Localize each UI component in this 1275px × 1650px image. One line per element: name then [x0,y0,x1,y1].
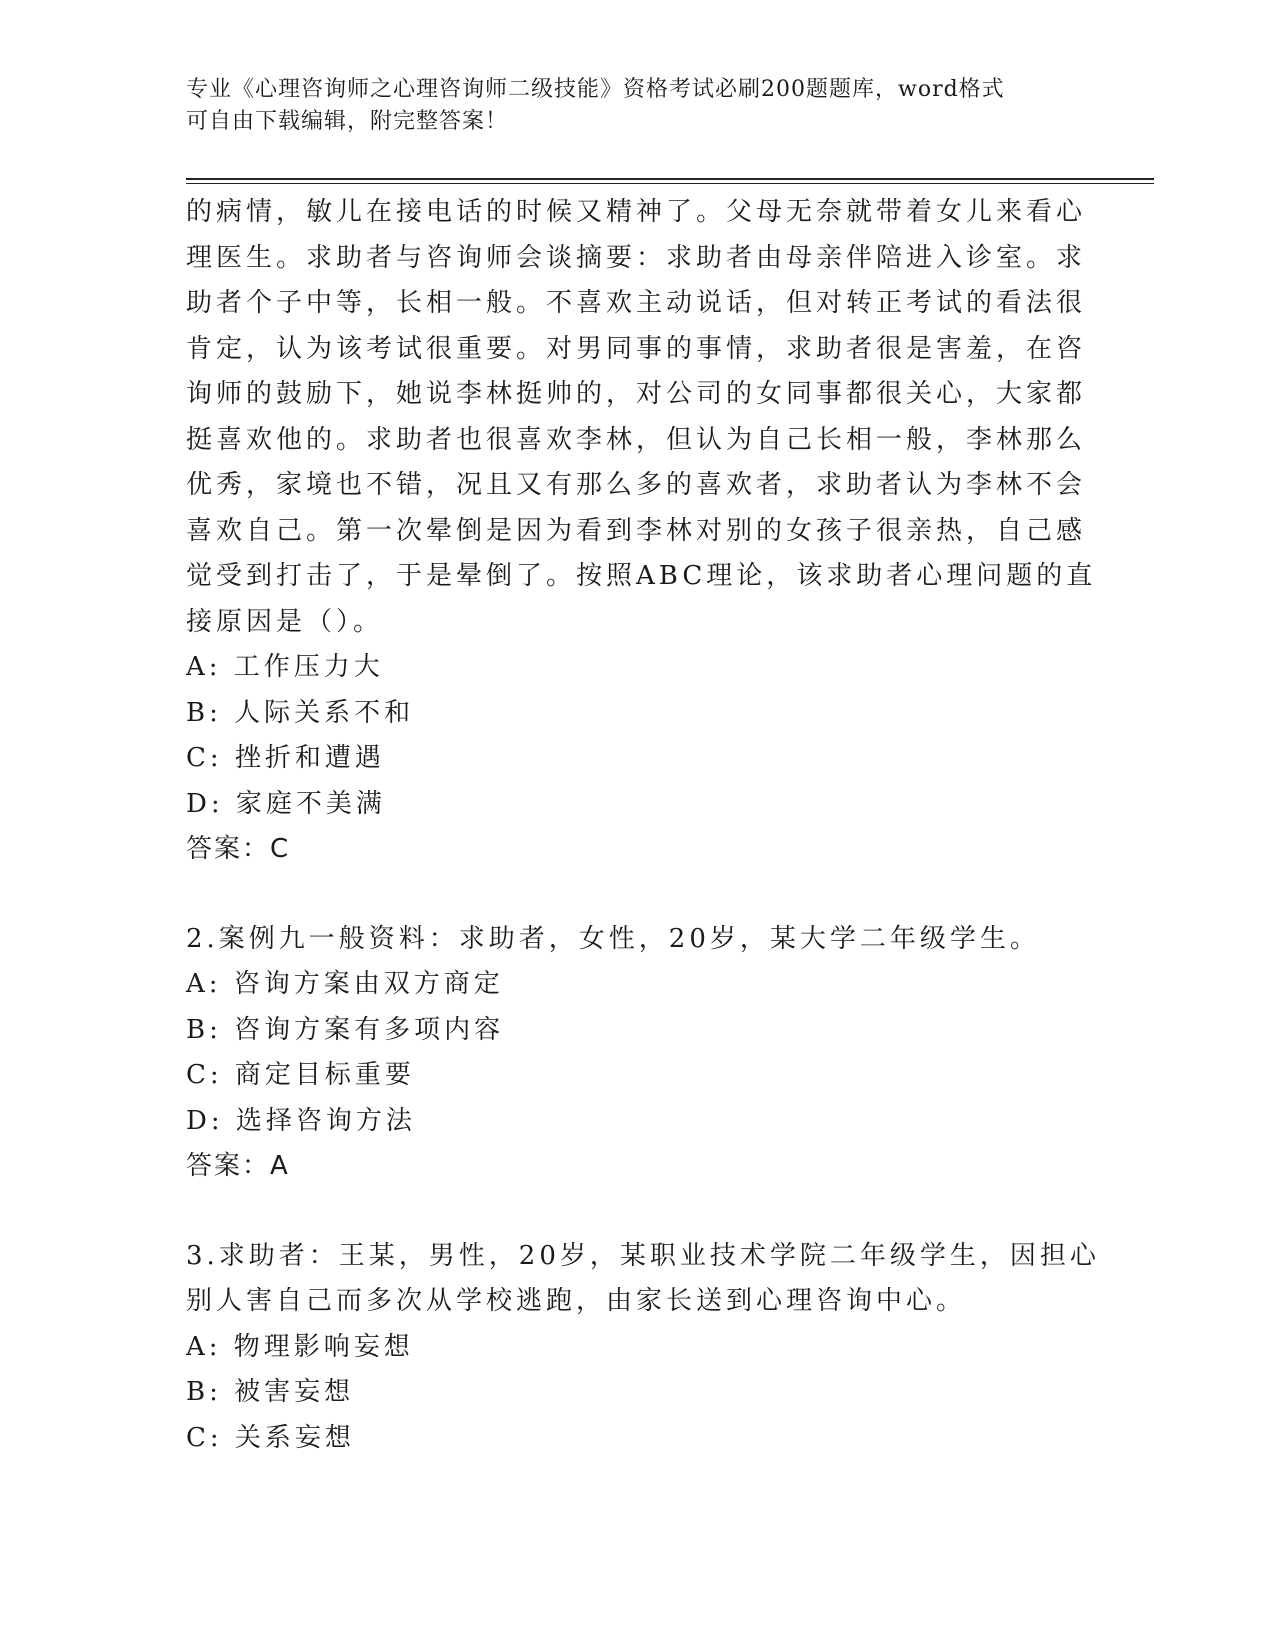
option-a: A: 工作压力大 [186,652,384,682]
header-line-2: 可自由下载编辑，附完整答案！ [186,109,509,134]
question-text-line: 理医生。求助者与咨询师会谈摘要：求助者由母亲伴陪进入诊室。求 [186,242,1087,273]
header-divider-thin [186,183,1154,184]
question-text-line: 别人害自己而多次从学校逃跑，由家长送到心理咨询中心。 [186,1286,967,1316]
question-text-line: 3.求助者：王某，男性，20岁，某职业技术学院二年级学生，因担心 [186,1240,1100,1271]
document-body [186,190,1100,1461]
question-text-line: 的病情，敏儿在接电话的时候又精神了。父母无奈就带着女儿来看心 [186,197,1087,227]
header-line-1: 专业《心理咨询师之心理咨询师二级技能》资格考试必刷200题题库，word格式 [186,77,1005,102]
page-header [186,74,1066,138]
question-1 [186,190,1097,873]
question-3 [186,1234,1100,1462]
question-text-line: 挺喜欢他的。求助者也很喜欢李林，但认为自己长相一般，李林那么 [186,424,1087,455]
spacer [186,1190,1086,1234]
question-text-line: 助者个子中等，长相一般。不喜欢主动说话，但对转正考试的看法很 [186,288,1087,318]
question-text-line: 喜欢自己。第一次晕倒是因为看到李林对别的女孩子很亲热，自己感 [186,515,1087,546]
option-b: B: 咨询方案有多项内容 [186,1014,505,1045]
option-c: C: 关系妄想 [186,1422,355,1453]
option-c: C: 商定目标重要 [186,1060,415,1090]
spacer [186,873,1086,917]
answer-label: 答案：A [186,1151,290,1181]
option-c: C: 挫折和遭遇 [186,743,385,773]
header-divider-thick [186,178,1154,180]
question-text-line: 询师的鼓励下，她说李林挺帅的，对公司的女同事都很关心，大家都 [186,379,1087,409]
option-a: A: 物理影响妄想 [186,1331,414,1362]
answer-label: 答案：C [186,834,291,864]
question-text-line: 优秀，家境也不错，况且又有那么多的喜欢者，求助者认为李林不会 [186,470,1087,500]
option-d: D: 家庭不美满 [186,788,386,819]
option-a: A: 咨询方案由双方商定 [186,969,504,999]
option-b: B: 人际关系不和 [186,697,415,728]
question-text-line: 2.案例九一般资料：求助者，女性，20岁，某大学二年级学生。 [186,923,1040,954]
option-d: D: 选择咨询方法 [186,1105,416,1136]
question-text-line: 接原因是（）。 [186,606,384,637]
question-text-line: 肯定，认为该考试很重要。对男同事的事情，求助者很是害羞，在咨 [186,333,1087,364]
option-b: B: 被害妄想 [186,1377,355,1407]
question-2 [186,917,1086,1190]
question-text-line: 觉受到打击了，于是晕倒了。按照ABC理论，该求助者心理问题的直 [186,561,1097,591]
